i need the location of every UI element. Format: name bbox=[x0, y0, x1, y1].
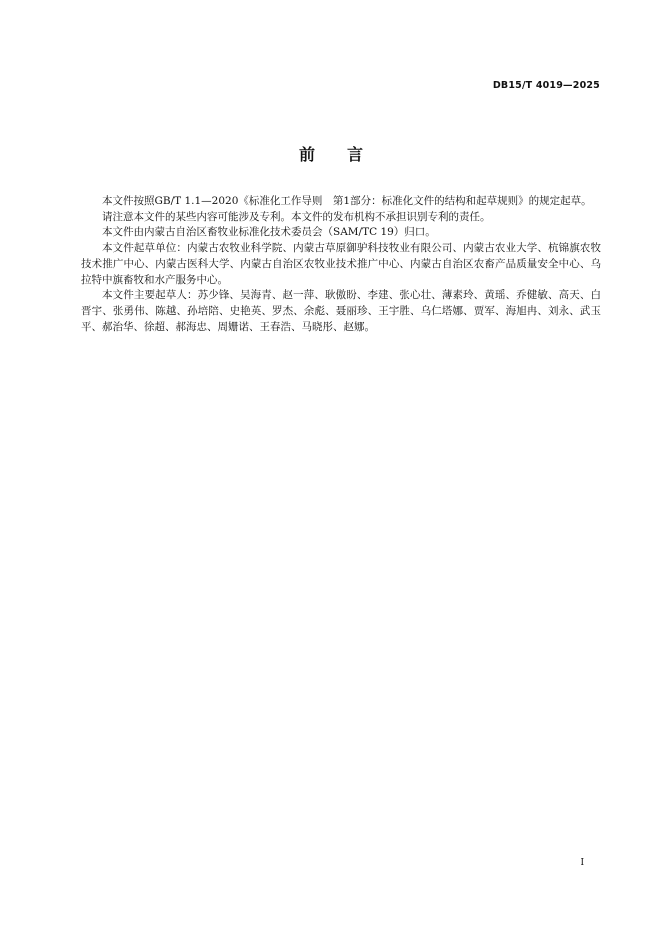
paragraph-drafters: 本文件主要起草人：苏少锋、吴海青、赵一萍、耿傲盼、李建、张心壮、薄素玲、黄瑶、乔健敏、高天、白晋宇、张勇伟、陈越、孙培陪、史艳英、罗杰、余彪、聂丽珍、王宇胜、乌仁塔娜、贾军、海旭冉、刘永、武玉平、郝治华、徐超、郝海忠、周姗诺、王春浩、马晓彤、赵娜。 bbox=[81, 289, 601, 333]
page-title bbox=[0, 142, 662, 165]
foreword-body bbox=[81, 194, 601, 335]
page-title-char-1: 前 bbox=[298, 145, 315, 164]
page-number: I bbox=[580, 858, 584, 868]
paragraph-drafting-rules: 本文件按照GB/T 1.1—2020《标准化工作导则 第1部分：标准化文件的结构和起草规则》的规定起草。 bbox=[102, 195, 592, 207]
paragraph-drafting-units: 本文件起草单位：内蒙古农牧业科学院、内蒙古草原御驴科技牧业有限公司、内蒙古农业大学、杭锦旗农牧技术推广中心、内蒙古医科大学、内蒙古自治区农牧业技术推广中心、内蒙古自治区农畜产品质量安全中心、乌拉特中旗畜牧和水产服务中心。 bbox=[81, 242, 601, 286]
paragraph-committee: 本文件由内蒙古自治区畜牧业标准化技术委员会（SAM/TC 19）归口。 bbox=[102, 226, 436, 239]
document-code: DB15/T 4019—2025 bbox=[492, 80, 600, 91]
page-title-char-2: 言 bbox=[347, 145, 364, 164]
paragraph-patent-notice: 请注意本文件的某些内容可能涉及专利。本文件的发布机构不承担识别专利的责任。 bbox=[102, 210, 491, 223]
